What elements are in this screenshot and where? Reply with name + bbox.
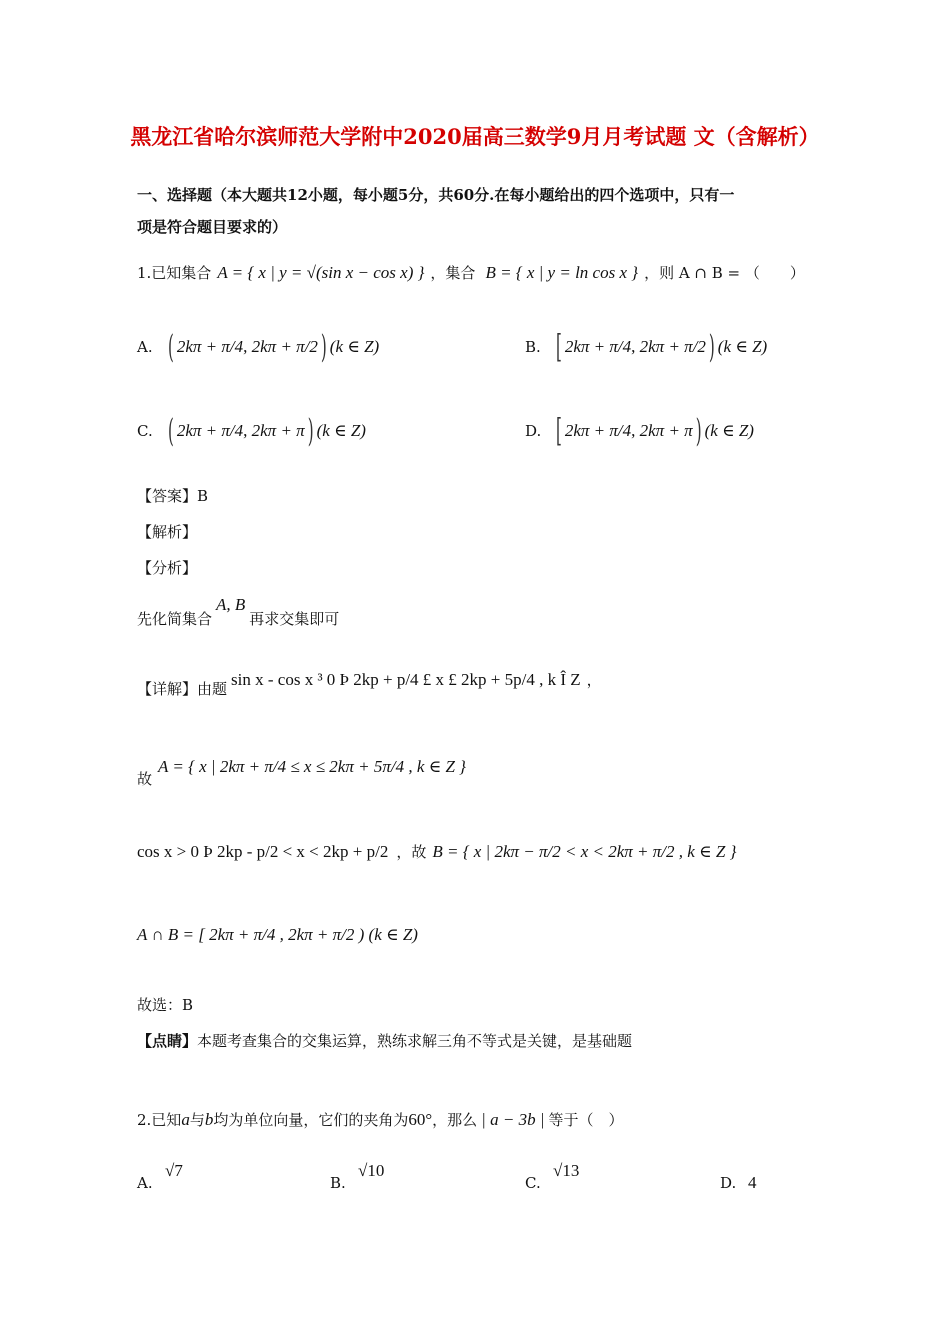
interval-hi: 2kπ + π/2 — [251, 337, 318, 356]
interval-bracket: ( — [168, 412, 174, 450]
interval-hi: 2kπ + π — [639, 421, 693, 440]
option-label: B. — [525, 338, 541, 356]
comment-text: 本题考查集合的交集运算，熟练求解三角不等式是关键，是基础题 — [197, 1032, 633, 1050]
comment-label: 【点睛】 — [137, 1032, 198, 1050]
q1-answer — [137, 485, 208, 507]
interval-bracket: ) — [708, 328, 715, 366]
q2-stem-3: 均为单位向量，它们的夹角为 — [213, 1111, 409, 1129]
q2-vector-b: b — [204, 1110, 214, 1129]
q2-angle: 60° — [408, 1110, 433, 1129]
q2-option-c — [525, 1160, 579, 1194]
q2-option-a — [137, 1160, 183, 1194]
interval-hi: 2kπ + π — [251, 421, 305, 440]
analysis-label: 【解析】 — [137, 523, 198, 541]
detail-line — [137, 660, 602, 700]
cos-mid: ，故 — [396, 843, 427, 861]
option-label: D. — [720, 1174, 737, 1192]
q2-vector-a: a — [181, 1110, 190, 1129]
interval-bracket: ( — [168, 328, 174, 366]
q1-option-b: B. [ 2kπ + π/4 , 2kπ + π/2 ) (k ∈ Z) — [525, 322, 767, 372]
gu-text: 故 — [137, 770, 153, 788]
q1-set-b: B = { x | y = ln cos x } — [485, 263, 639, 282]
q1-option-d: D. [ 2kπ + π/4 , 2kπ + π ) (k ∈ Z) — [525, 406, 754, 456]
interval-bracket: ) — [695, 412, 702, 450]
fenxi-label: 【分析】 — [137, 559, 198, 577]
detail-text: 由题 — [197, 680, 228, 698]
q2-stem — [137, 1102, 624, 1138]
interval-cond: (k ∈ Z) — [717, 337, 768, 356]
detail-math: sin x - cos x ³ 0 Þ 2kp + p/4 £ x £ 2kp + 5p/4 , k Î Z — [231, 670, 581, 689]
fenxi-sets: A, B — [216, 595, 246, 614]
fenxi-line — [137, 594, 339, 630]
fenxi-text-2: 再求交集即可 — [249, 610, 340, 628]
interval-cond: (k ∈ Z) — [329, 337, 380, 356]
option-value: √13 — [553, 1161, 580, 1180]
section-heading: 一、选择题（本大题共12小题，每小题5分，共60分.在每小题给出的四个选项中，只有一 — [137, 186, 735, 204]
interval-cond: (k ∈ Z) — [704, 421, 754, 440]
option-label: A. — [137, 1174, 153, 1192]
comment-line — [137, 1030, 632, 1052]
option-label: A. — [137, 338, 153, 356]
set-b-result: B = { x | 2kπ − π/2 < x < 2kπ + π/2 , k ∈ Z } — [432, 842, 737, 861]
set-a-result: A = { x | 2kπ + π/4 ≤ x ≤ 2kπ + 5π/4 , k ∈ Z } — [158, 757, 466, 776]
interval-cond: (k ∈ Z) — [316, 421, 366, 440]
interval-lo: 2kπ + π/4 — [564, 337, 632, 356]
q2-option-b — [330, 1160, 384, 1194]
option-value: √10 — [358, 1161, 385, 1180]
interval-bracket: [ — [556, 328, 562, 366]
q1-set-a: A = { x | y = √(sin x − cos x) } — [217, 263, 425, 282]
interval-bracket: [ — [556, 412, 562, 450]
option-value: 4 — [748, 1173, 757, 1192]
q1-stem — [137, 256, 805, 290]
interval-lo: 2kπ + π/4 — [176, 421, 244, 440]
q1-stem-prefix: 1.已知集合 — [137, 264, 212, 282]
section-heading-cont: 项是符合题目要求的） — [137, 218, 288, 236]
interval-bracket: ) — [320, 328, 327, 366]
answer-label: 【答案】 — [137, 487, 198, 505]
interval-hi: 2kπ + π/2 — [639, 337, 706, 356]
q2-stem-5: 等于（ ） — [548, 1111, 624, 1129]
option-label: C. — [137, 422, 153, 440]
q2-option-d — [720, 1160, 757, 1194]
interval-bracket: ) — [307, 412, 314, 450]
page-title: 黑龙江省哈尔滨师范大学附中2020届高三数学9月月考试题 文（含解析） — [130, 124, 820, 149]
option-label: D. — [525, 422, 542, 440]
q2-expression: | a − 3b | — [481, 1110, 545, 1129]
cos-inequality: cos x > 0 Þ 2kp - p/2 < x < 2kp + p/2 — [137, 842, 389, 861]
detail-label: 【详解】 — [137, 680, 198, 698]
q2-stem-4: ，那么 — [432, 1111, 478, 1129]
fenxi-text-1: 先化简集合 — [137, 610, 213, 628]
interval-lo: 2kπ + π/4 — [176, 337, 244, 356]
set-a-result-line — [137, 744, 466, 790]
q1-option-c: C. ( 2kπ + π/4 , 2kπ + π ) (k ∈ Z) — [137, 406, 366, 456]
q2-stem-2: 与 — [189, 1111, 205, 1129]
q2-stem-1: 2.已知 — [137, 1111, 182, 1129]
q1-stem-ask: ，则 A ∩ B = （ ） — [644, 264, 805, 282]
intersection-line — [137, 912, 418, 958]
intersection-result: A ∩ B = [ 2kπ + π/4 , 2kπ + π/2 ) (k ∈ Z) — [137, 925, 418, 944]
q1-option-a: A. ( 2kπ + π/4 , 2kπ + π/2 ) (k ∈ Z) — [137, 322, 379, 372]
interval-lo: 2kπ + π/4 — [564, 421, 632, 440]
set-b-result-line — [137, 830, 736, 874]
q1-stem-mid: ，集合 — [430, 264, 476, 282]
answer-value: B — [197, 487, 209, 505]
option-label: B. — [330, 1174, 346, 1192]
choose-text: 故选：B — [137, 996, 194, 1014]
option-value: √7 — [165, 1161, 183, 1180]
option-label: C. — [525, 1174, 541, 1192]
detail-end: ， — [586, 671, 602, 689]
